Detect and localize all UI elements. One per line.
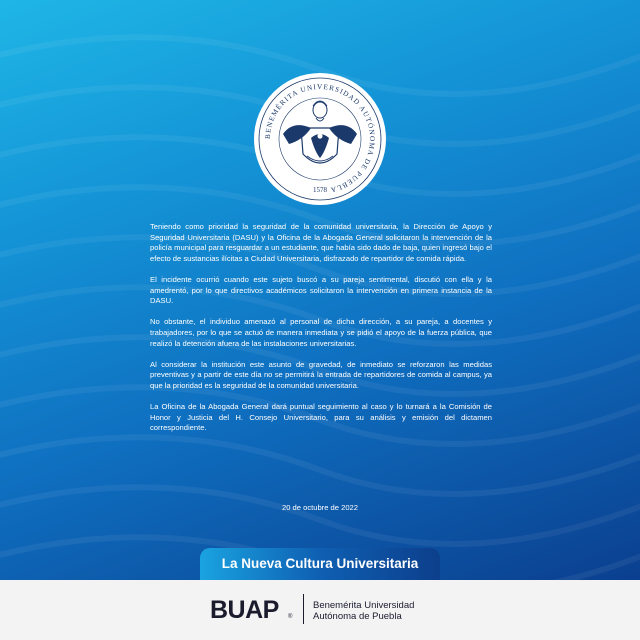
paragraph-5: La Oficina de la Abogada General dará puntual seguimiento al caso y lo turnará a la Comisión de Honor y Justicia del H. Consejo Universitario, para su análisis y emisión del dictamen correspondiente. — [150, 402, 492, 433]
slogan-banner: La Nueva Cultura Universitaria — [200, 548, 440, 580]
buap-seal — [253, 72, 387, 206]
footer-divider — [303, 594, 304, 624]
buap-logo: BUAP — [210, 596, 279, 624]
paragraph-1: Teniendo como prioridad la seguridad de la comunidad universitaria, la Dirección de Apoyo y Seguridad Universitaria (DASU) y la Oficina de la Abogada General solicitaron la intervención de la policía municipal para resguardar a un estudiante, que había sido dado de baja, quien ingresó bajo el efecto de sustancias ilícitas a Ciudad Universitaria, disfrazado de repartidor de comida rápida. — [150, 222, 492, 263]
statement-body — [150, 222, 492, 444]
paragraph-3: No obstante, el individuo amenazó al personal de dicha dirección, a su pareja, a docentes y trabajadores, por lo que se actuó de manera inmediata y se pidió el apoyo de la fuerza pública, que realizó la detención afuera de las instalaciones universitarias. — [150, 317, 492, 348]
seal-year: 1578 — [313, 186, 327, 194]
paragraph-4: Al considerar la institución este asunto de gravedad, de inmediato se reforzaron las medidas preventivas y a partir de este día no se permitirá la entrada de repartidores de comida al campus, ya que la prioridad es la seguridad de la comunidad universitaria. — [150, 359, 492, 390]
university-name — [313, 600, 414, 622]
seal-ring-text: BENEMÉRITA UNIVERSIDAD AUTÓNOMA DE PUEBLA — [263, 82, 377, 195]
paragraph-2: El incidente ocurrió cuando este sujeto buscó a su pareja sentimental, discutió con ella y la amedrentó, por lo que directivos académicos solicitaron la intervención en primera instancia de la DASU. — [150, 274, 492, 306]
university-name-line2: Autónoma de Puebla — [313, 611, 402, 622]
registered-mark: ® — [288, 614, 293, 620]
university-name-line1: Benemérita Universidad — [313, 600, 415, 611]
statement-date: 20 de octubre de 2022 — [281, 503, 358, 512]
